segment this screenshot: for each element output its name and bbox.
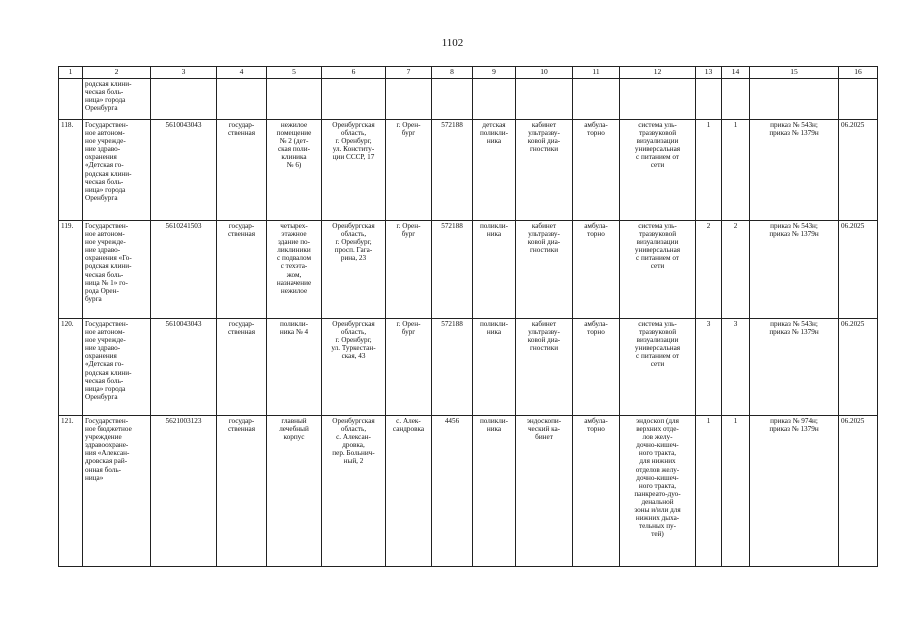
cell-inn: 5610043043 — [151, 120, 217, 221]
cell-line: с техэта- — [280, 262, 308, 271]
cell-empty — [839, 79, 878, 120]
cell-line: главный — [281, 417, 307, 425]
cell-line: кабинет — [531, 121, 557, 129]
cell-line: нижних дыха- — [635, 514, 680, 523]
cell-line: Государствен- — [85, 417, 129, 425]
cell-address — [322, 120, 386, 221]
cell-line: дровская рай- — [85, 457, 128, 466]
cell-line: охранения «Го- — [85, 254, 132, 263]
cell-line: ческий ка- — [527, 425, 561, 434]
cell-num — [59, 79, 83, 120]
cell-line: Государствен- — [85, 222, 129, 230]
cell-line: для нижних — [639, 457, 676, 466]
cell-line: № 6) — [286, 161, 302, 170]
column-header-14: 14 — [722, 67, 750, 79]
cell-quantity-a: 3 — [696, 319, 722, 416]
cell-quantity-b: 1 — [722, 416, 750, 567]
cell-line: этажное — [281, 230, 307, 239]
cell-empty — [432, 79, 473, 120]
column-header-4: 4 — [217, 67, 267, 79]
cell-empty — [386, 79, 432, 120]
cell-line: область, — [340, 129, 367, 138]
cell-unit — [516, 319, 573, 416]
cell-line: ческая боль- — [85, 376, 124, 385]
table-row — [59, 221, 878, 319]
table-row — [59, 416, 878, 567]
continuation-row — [59, 79, 878, 120]
column-header-2: 2 — [83, 67, 151, 79]
cell-line: ультразву- — [528, 129, 560, 138]
cell-empty — [322, 79, 386, 120]
cell-line: торно — [587, 230, 605, 239]
cell-line: ного тракта, — [638, 481, 677, 490]
cell-line: приказ № 1379н — [769, 328, 819, 337]
cell-line: государ- — [228, 417, 255, 425]
cell-line: амбула- — [584, 320, 608, 328]
cell-line: тразвуковой — [638, 328, 677, 337]
cell-row-number: 120. — [59, 319, 83, 416]
cell-line: г. Орен- — [396, 320, 421, 328]
cell-line: Оренбурга — [85, 104, 118, 113]
cell-line: ное бюджетное — [85, 425, 132, 434]
cell-care-form — [573, 416, 620, 567]
cell-row-number: 119. — [59, 221, 83, 319]
cell-line: учреждение — [85, 433, 122, 442]
cell-line: ное автоном- — [85, 129, 125, 138]
cell-line: ультразву- — [528, 230, 560, 239]
column-header-10: 10 — [516, 67, 573, 79]
cell-facility — [473, 221, 516, 319]
cell-line: Государствен- — [85, 320, 129, 328]
cell-line: система уль- — [638, 121, 677, 129]
cell-line: охранения — [85, 352, 117, 361]
cell-line: охранения — [85, 153, 117, 162]
cell-locality — [386, 120, 432, 221]
cell-line: с. Алек- — [396, 417, 421, 425]
cell-line: лечебный — [279, 425, 309, 434]
cell-line: дровка, — [342, 441, 365, 450]
cell-line: приказ № 543н; — [770, 121, 818, 129]
cell-line: амбула- — [584, 121, 608, 129]
cell-line: дочно-кишеч- — [636, 441, 679, 450]
cell-date: 06.2025 — [839, 319, 878, 416]
cell-line: ница» города — [85, 384, 126, 393]
cell-orders — [750, 416, 839, 567]
cell-quantity-b: 2 — [722, 221, 750, 319]
cell-line: область, — [340, 425, 367, 434]
cell-building — [267, 416, 322, 567]
cell-line: приказ № 974н; — [770, 417, 818, 425]
cell-population: 4456 — [432, 416, 473, 567]
cell-line: ный, 2 — [343, 457, 364, 466]
cell-line: с питанием от — [636, 352, 679, 361]
cell-line: гностики — [529, 246, 559, 255]
cell-building — [267, 319, 322, 416]
cell-line: приказ № 543н; — [770, 320, 818, 328]
cell-line: с питанием от — [636, 153, 679, 162]
cell-line: сети — [650, 262, 665, 271]
cell-line: родская клини- — [85, 368, 132, 377]
cell-quantity-b: 1 — [722, 120, 750, 221]
cell-line: поликли- — [479, 417, 509, 425]
cell-line: нежилое — [280, 121, 308, 129]
cell-empty — [573, 79, 620, 120]
column-header-15: 15 — [750, 67, 839, 79]
cell-line: поликли- — [479, 129, 509, 138]
cell-empty — [516, 79, 573, 120]
cell-building — [267, 120, 322, 221]
cell-line: приказ № 1379н — [769, 425, 819, 434]
cell-line: поликли- — [279, 320, 309, 328]
cell-line: эндоскопи- — [526, 417, 562, 425]
cell-line: визуализации — [636, 137, 679, 146]
column-header-9: 9 — [473, 67, 516, 79]
cell-line: ультразву- — [528, 328, 560, 337]
cell-line: эндоскоп (для — [636, 417, 679, 425]
cell-line: ника — [486, 230, 502, 239]
cell-line: приказ № 1379н — [769, 230, 819, 239]
cell-unit — [516, 221, 573, 319]
cell-quantity-b: 3 — [722, 319, 750, 416]
column-header-6: 6 — [322, 67, 386, 79]
cell-line: ния «Алексан- — [85, 449, 130, 458]
cell-line: рода Орен- — [85, 286, 119, 295]
cell-line: тельных пу- — [638, 522, 677, 531]
cell-empty — [473, 79, 516, 120]
cell-orders — [750, 120, 839, 221]
cell-line: бург — [401, 230, 416, 239]
cell-equipment — [620, 319, 696, 416]
cell-line: кабинет — [531, 222, 557, 230]
cell-unit — [516, 416, 573, 567]
cell-line: тразвуковой — [638, 129, 677, 138]
cell-ownership — [217, 319, 267, 416]
cell-inn: 5621003123 — [151, 416, 217, 567]
cell-empty — [696, 79, 722, 120]
cell-orders — [750, 221, 839, 319]
cell-quantity-a: 1 — [696, 416, 722, 567]
cell-line: четырех- — [280, 222, 308, 230]
cell-line: ника — [486, 328, 502, 337]
cell-line: Оренбургская — [332, 121, 375, 129]
cell-locality — [386, 319, 432, 416]
cell-organization-name — [83, 221, 151, 319]
cell-line: верхних отде- — [636, 425, 679, 434]
cell-line: ковой диа- — [527, 238, 561, 247]
cell-line: бург — [401, 129, 416, 138]
cell-line: ственная — [227, 328, 256, 337]
cell-population: 572188 — [432, 319, 473, 416]
cell-line: нежилое — [280, 286, 308, 295]
cell-line: Оренбургская — [332, 417, 375, 425]
cell-line: корпус — [283, 433, 305, 442]
cell-address — [322, 319, 386, 416]
cell-line: ликлиники — [277, 246, 311, 255]
cell-line: тразвуковой — [638, 230, 677, 239]
cell-line: приказ № 543н; — [770, 222, 818, 230]
cell-line: государ- — [228, 222, 255, 230]
cell-line: ции СССР, 17 — [332, 153, 375, 162]
cell-line: универсальная — [634, 246, 681, 255]
cell-line: клиника — [281, 153, 307, 162]
cell-line: Оренбурга — [85, 392, 118, 401]
cell-line: Оренбургская — [332, 320, 375, 328]
cell-row-number: 118. — [59, 120, 83, 221]
cell-line: Оренбургская — [332, 222, 375, 230]
cell-line: визуализации — [636, 336, 679, 345]
cell-line: ская, 43 — [341, 352, 366, 361]
cell-line: ческая боль- — [85, 270, 124, 279]
cell-facility — [473, 120, 516, 221]
cell-line: приказ № 1379н — [769, 129, 819, 138]
cell-line: область, — [340, 328, 367, 337]
cell-ownership — [217, 416, 267, 567]
cell-line: ние здраво- — [85, 344, 121, 353]
cell-line: панкреато-дуо- — [634, 489, 681, 498]
cell-line: торно — [587, 129, 605, 138]
cell-facility — [473, 416, 516, 567]
cell-line: назначение — [276, 278, 312, 287]
cell-line: ное учрежде- — [85, 336, 126, 345]
cell-date: 06.2025 — [839, 221, 878, 319]
cell-line: бург — [401, 328, 416, 337]
column-number-row — [59, 67, 878, 79]
cell-line: г. Оренбург, — [335, 238, 372, 247]
cell-empty — [267, 79, 322, 120]
cell-line: г. Орен- — [396, 121, 421, 129]
cell-line: отделов желу- — [635, 465, 680, 474]
cell-line: ника — [486, 425, 502, 434]
cell-name — [83, 79, 151, 120]
cell-line: ника № 4 — [279, 328, 309, 337]
cell-line: государ- — [228, 320, 255, 328]
cell-ownership — [217, 221, 267, 319]
cell-row-number: 121. — [59, 416, 83, 567]
cell-line: денальной — [641, 497, 674, 506]
cell-line: ческая боль- — [85, 88, 124, 97]
cell-facility — [473, 319, 516, 416]
column-header-3: 3 — [151, 67, 217, 79]
cell-line: ное учрежде- — [85, 137, 126, 146]
cell-line: «Детская го- — [85, 161, 124, 170]
cell-line: ул. Туркестан- — [331, 344, 376, 353]
column-header-1: 1 — [59, 67, 83, 79]
cell-line: ческая боль- — [85, 177, 124, 186]
cell-line: здравоохране- — [85, 441, 129, 450]
cell-line: с. Алексан- — [336, 433, 371, 442]
cell-line: дочно-кишеч- — [636, 473, 679, 482]
cell-equipment — [620, 120, 696, 221]
cell-locality — [386, 416, 432, 567]
cell-line: жом, — [286, 270, 302, 279]
cell-line: тей) — [651, 530, 664, 539]
cell-line: торно — [587, 328, 605, 337]
cell-line: поликли- — [479, 320, 509, 328]
cell-line: сандровка — [392, 425, 425, 434]
cell-line: ственная — [227, 129, 256, 138]
cell-line: государ- — [228, 121, 255, 129]
cell-line: г. Оренбург, — [335, 137, 372, 146]
page-number: 1102 — [441, 37, 464, 49]
cell-line: универсальная — [634, 344, 681, 353]
cell-line: ница» города — [85, 185, 126, 194]
column-header-12: 12 — [620, 67, 696, 79]
cell-line: сети — [650, 161, 665, 170]
cell-line: система уль- — [638, 320, 677, 328]
cell-address — [322, 416, 386, 567]
cell-line: сети — [650, 360, 665, 369]
cell-organization-name — [83, 120, 151, 221]
column-header-7: 7 — [386, 67, 432, 79]
cell-line: ковой диа- — [527, 137, 561, 146]
cell-line: г. Оренбург, — [335, 336, 372, 345]
cell-line: ника — [486, 137, 502, 146]
cell-line: детская — [482, 121, 506, 129]
cell-quantity-a: 2 — [696, 221, 722, 319]
cell-line: гностики — [529, 344, 559, 353]
cell-line: пер. Больнич- — [332, 449, 375, 458]
cell-line: ница» города — [85, 96, 126, 105]
cell-building — [267, 221, 322, 319]
cell-line: ница № 1» го- — [85, 278, 128, 287]
cell-equipment — [620, 221, 696, 319]
cell-line: ного тракта, — [638, 449, 677, 458]
cell-empty — [620, 79, 696, 120]
column-header-13: 13 — [696, 67, 722, 79]
column-header-5: 5 — [267, 67, 322, 79]
cell-line: ное автоном- — [85, 230, 125, 239]
cell-empty — [151, 79, 217, 120]
cell-line: г. Орен- — [396, 222, 421, 230]
cell-line: бурга — [85, 294, 102, 303]
cell-line: ние здраво- — [85, 246, 121, 255]
cell-line: система уль- — [638, 222, 677, 230]
cell-line: торно — [587, 425, 605, 434]
cell-locality — [386, 221, 432, 319]
table-row — [59, 319, 878, 416]
cell-line: поликли- — [479, 222, 509, 230]
cell-line: ственная — [227, 230, 256, 239]
cell-line: ное автоном- — [85, 328, 125, 337]
cell-line: онная боль- — [85, 465, 121, 474]
cell-date: 06.2025 — [839, 120, 878, 221]
cell-line: бинет — [535, 433, 553, 442]
cell-inn: 5610241503 — [151, 221, 217, 319]
column-header-16: 16 — [839, 67, 878, 79]
cell-inn: 5610043043 — [151, 319, 217, 416]
cell-empty — [722, 79, 750, 120]
medical-equipment-table — [58, 66, 878, 567]
column-header-11: 11 — [573, 67, 620, 79]
cell-line: лов желу- — [642, 433, 673, 442]
cell-line: рина, 23 — [340, 254, 367, 263]
cell-population: 572188 — [432, 221, 473, 319]
cell-line: амбула- — [584, 417, 608, 425]
cell-line: универсальная — [634, 145, 681, 154]
cell-quantity-a: 1 — [696, 120, 722, 221]
cell-empty — [750, 79, 839, 120]
cell-line: с питанием от — [636, 254, 679, 263]
cell-line: просп. Гага- — [334, 246, 373, 255]
cell-line: амбула- — [584, 222, 608, 230]
cell-line: «Детская го- — [85, 360, 124, 369]
cell-line: ние здраво- — [85, 145, 121, 154]
cell-orders — [750, 319, 839, 416]
cell-care-form — [573, 120, 620, 221]
cell-line: родская клини- — [85, 169, 132, 178]
cell-line: здание по- — [277, 238, 311, 247]
column-header-8: 8 — [432, 67, 473, 79]
cell-line: зоны и/или для — [634, 506, 681, 515]
cell-population: 572188 — [432, 120, 473, 221]
cell-line: родская клини- — [85, 80, 132, 88]
cell-date: 06.2025 — [839, 416, 878, 567]
cell-line: № 2 (дет- — [279, 137, 309, 146]
cell-care-form — [573, 221, 620, 319]
cell-line: гностики — [529, 145, 559, 154]
cell-unit — [516, 120, 573, 221]
cell-ownership — [217, 120, 267, 221]
cell-line: с подвалом — [276, 254, 312, 263]
cell-line: ственная — [227, 425, 256, 434]
cell-line: ул. Конститу- — [332, 145, 375, 154]
cell-line: кабинет — [531, 320, 557, 328]
cell-line: ница» — [85, 473, 104, 482]
cell-line: ская поли- — [277, 145, 311, 154]
cell-line: помещение — [276, 129, 312, 138]
cell-line: ное учрежде- — [85, 238, 126, 247]
cell-organization-name — [83, 416, 151, 567]
cell-empty — [217, 79, 267, 120]
cell-line: область, — [340, 230, 367, 239]
cell-line: родская клини- — [85, 262, 132, 271]
cell-line: ковой диа- — [527, 336, 561, 345]
cell-line: Государствен- — [85, 121, 129, 129]
cell-line: Оренбурга — [85, 193, 118, 202]
cell-care-form — [573, 319, 620, 416]
table-row — [59, 120, 878, 221]
cell-address — [322, 221, 386, 319]
cell-organization-name — [83, 319, 151, 416]
cell-line: визуализации — [636, 238, 679, 247]
cell-equipment — [620, 416, 696, 567]
